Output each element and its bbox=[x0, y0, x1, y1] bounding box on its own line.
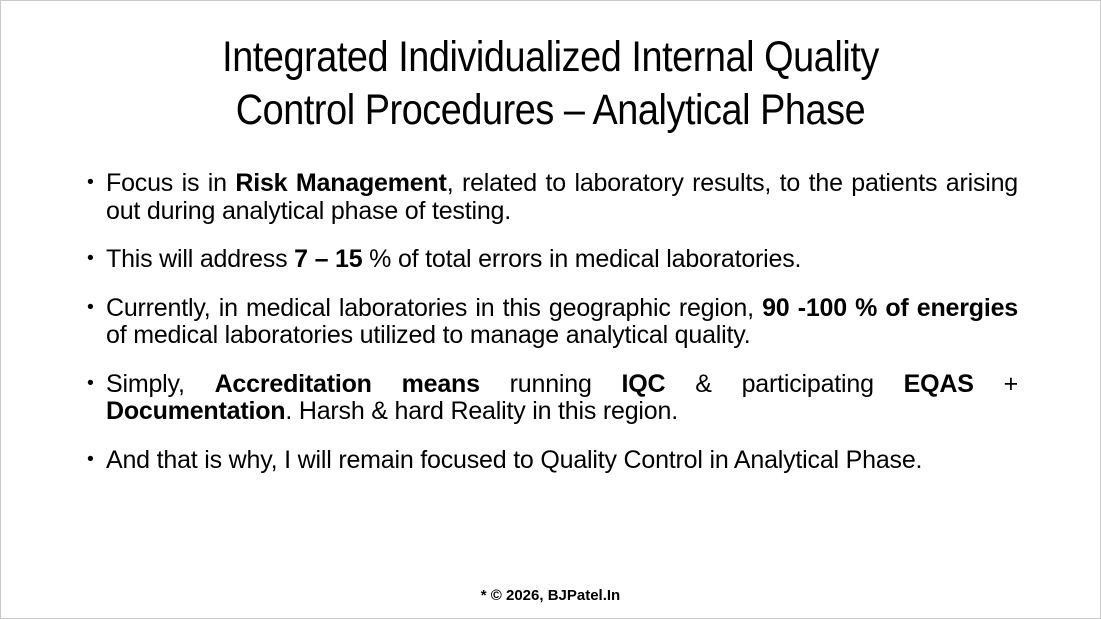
bullet-list bbox=[85, 170, 1018, 474]
bullet-text: This will address bbox=[106, 245, 295, 273]
bullet-text-bold: 7 – 15 bbox=[294, 245, 363, 273]
bullet-text: Currently, in medical laboratories in this geographic region, bbox=[106, 293, 763, 322]
slide-title bbox=[67, 31, 1034, 137]
bullet-text-bold: Documentation bbox=[106, 397, 286, 425]
bullet-text: Focus is in bbox=[106, 169, 236, 197]
slide-title-line2: Control Procedures – Analytical Phase bbox=[235, 86, 866, 134]
bullet-icon: • bbox=[87, 447, 94, 470]
slide-title-line1: Integrated Individualized Internal Quality bbox=[222, 33, 879, 81]
bullet-text: & participating bbox=[665, 369, 904, 398]
bullet-item bbox=[85, 246, 1018, 274]
bullet-text: , related to laboratory results, to the patients arising out during analytical phase of testing. bbox=[106, 169, 1019, 225]
bullet-item bbox=[85, 170, 1018, 225]
bullet-text: Simply, bbox=[106, 369, 215, 398]
bullet-text: running bbox=[479, 369, 622, 398]
bullet-text-bold: IQC bbox=[621, 369, 666, 398]
bullet-icon: • bbox=[87, 247, 94, 269]
bullet-item bbox=[85, 371, 1018, 426]
bullet-text: + bbox=[973, 369, 1018, 398]
bullet-text: And that is why, I will remain focused to Quality Control in Analytical Phase. bbox=[106, 445, 923, 474]
bullet-item bbox=[85, 447, 1018, 475]
bullet-text-bold: 90 -100 % of energies bbox=[762, 293, 1018, 322]
bullet-icon: • bbox=[87, 171, 94, 193]
bullet-icon: • bbox=[87, 295, 94, 318]
bullet-text: . Harsh & hard Reality in this region. bbox=[285, 397, 678, 425]
bullet-text: % of total errors in medical laboratories. bbox=[362, 245, 802, 273]
bullet-text-bold: EQAS bbox=[903, 369, 974, 398]
footer-credit: * © 2026, BJPatel.In bbox=[480, 587, 621, 604]
bullet-item bbox=[85, 295, 1018, 350]
bullet-text-bold: Accreditation means bbox=[214, 369, 480, 398]
bullet-text-bold: Risk Management bbox=[235, 169, 447, 197]
bullet-text: of medical laboratories utilized to manage analytical quality. bbox=[106, 321, 751, 349]
bullet-icon: • bbox=[87, 371, 94, 394]
